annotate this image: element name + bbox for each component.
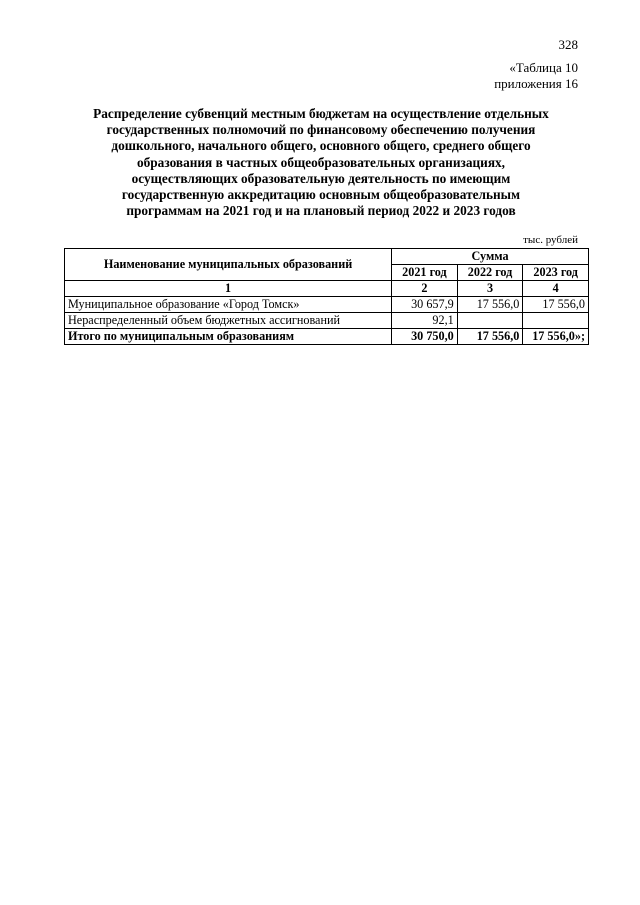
title-line: образования в частных общеобразовательных организациях, <box>136 154 505 170</box>
col-number-1: 1 <box>65 281 392 297</box>
title-line: программам на 2021 год и на плановый период 2022 и 2023 годов <box>126 203 516 219</box>
title-line: Распределение субвенций местным бюджетам на осуществление отдельных <box>93 106 549 121</box>
total-value-2021: 30 750,0 <box>392 329 458 345</box>
table-row <box>65 313 589 329</box>
document-title <box>64 106 578 219</box>
row-value-2022 <box>457 313 523 329</box>
table-reference <box>494 60 578 92</box>
row-value-2023: 17 556,0 <box>523 297 589 313</box>
header-year-2022: 2022 год <box>457 265 523 281</box>
row-value-2022: 17 556,0 <box>457 297 523 313</box>
row-value-2023 <box>523 313 589 329</box>
distribution-table <box>64 248 589 345</box>
title-line: дошкольного, начального общего, основного общего, среднего общего <box>111 138 531 154</box>
title-line: государственную аккредитацию основным общеобразовательным <box>121 187 521 203</box>
row-name: Нераспределенный объем бюджетных ассигнований <box>65 313 392 329</box>
column-numbers-row <box>65 281 589 297</box>
table-reference-line1: «Таблица 10 <box>509 60 578 75</box>
table-reference-line2: приложения 16 <box>494 76 578 91</box>
row-value-2021: 92,1 <box>392 313 458 329</box>
col-number-4: 4 <box>523 281 589 297</box>
header-year-2021: 2021 год <box>392 265 458 281</box>
col-number-3: 3 <box>457 281 523 297</box>
units-label: тыс. рублей <box>523 234 578 246</box>
row-name: Муниципальное образование «Город Томск» <box>65 297 392 313</box>
total-name: Итого по муниципальным образованиям <box>65 329 392 345</box>
title-line: государственных полномочий по финансовому обеспечению получения <box>106 122 536 138</box>
title-line: осуществляющих образовательную деятельность по имеющим <box>131 170 511 186</box>
table-row <box>65 297 589 313</box>
total-row <box>65 329 589 345</box>
header-sum: Сумма <box>392 249 589 265</box>
header-name: Наименование муниципальных образований <box>65 249 392 281</box>
total-value-2023: 17 556,0»; <box>523 329 589 345</box>
header-year-2023: 2023 год <box>523 265 589 281</box>
row-value-2021: 30 657,9 <box>392 297 458 313</box>
page-number: 328 <box>558 37 578 52</box>
col-number-2: 2 <box>392 281 458 297</box>
total-value-2022: 17 556,0 <box>457 329 523 345</box>
header-row <box>65 249 589 265</box>
